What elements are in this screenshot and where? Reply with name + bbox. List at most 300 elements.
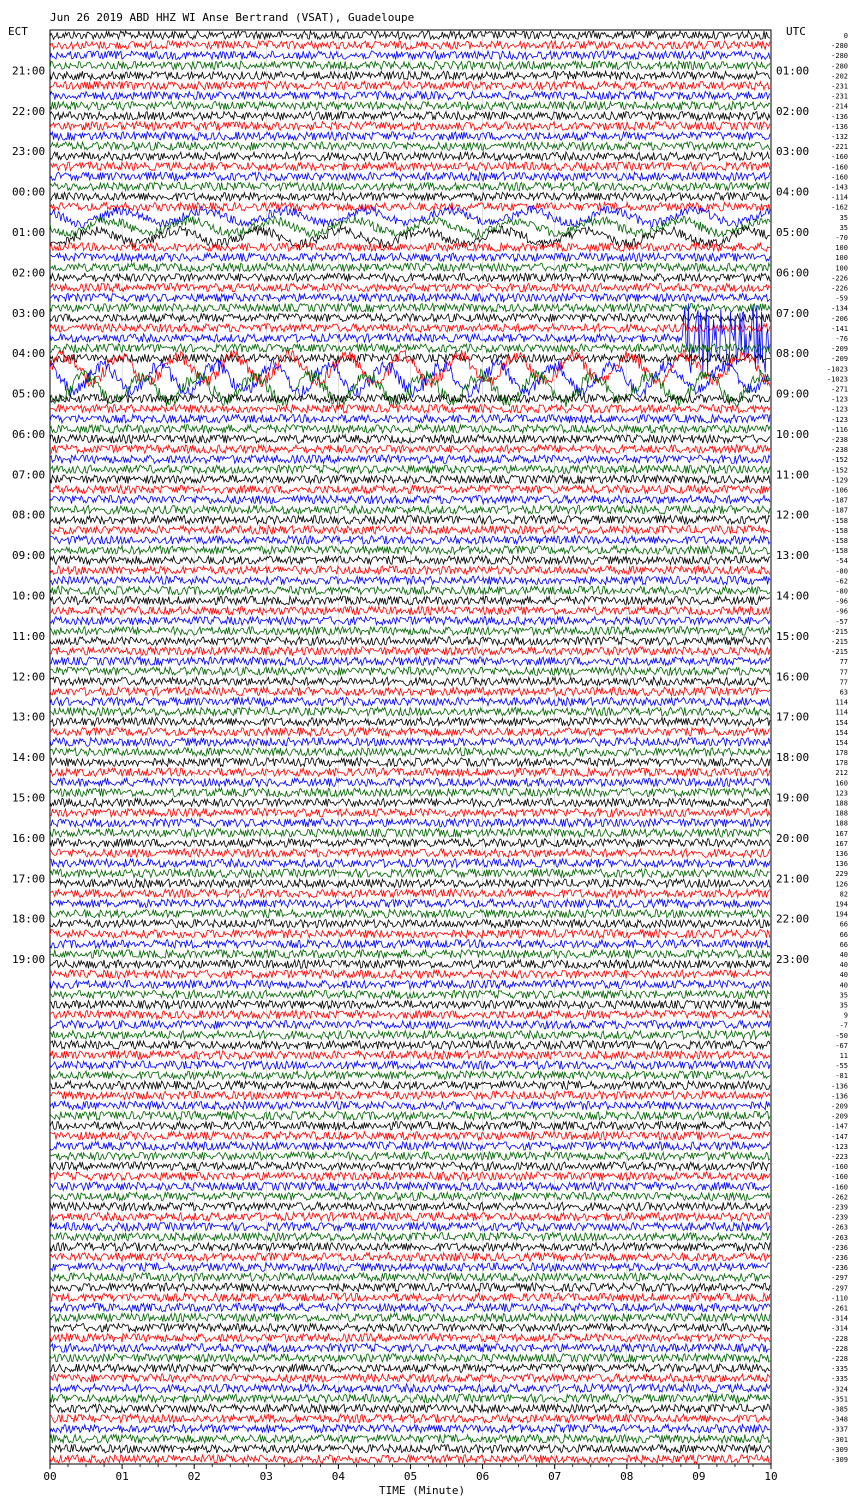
trace-offset-label: 178: [835, 759, 848, 768]
trace-offset-label: -228: [831, 1344, 848, 1353]
trace-offset-label: -7: [839, 1021, 848, 1030]
trace-row: [50, 102, 770, 111]
trace-row: [50, 627, 770, 636]
trace-row: [50, 526, 770, 534]
trace-offset-label: 188: [835, 819, 848, 828]
left-hour-label: 09:00: [12, 549, 46, 563]
trace-row: [50, 808, 770, 817]
trace-offset-label: -187: [831, 496, 848, 505]
trace-row: [50, 1364, 770, 1373]
trace-row: [50, 859, 770, 868]
trace-row: [50, 61, 770, 70]
trace-row: [50, 930, 770, 939]
trace-offset-label: -238: [831, 446, 848, 455]
trace-row: [50, 112, 770, 121]
trace-row: [50, 51, 770, 60]
trace-offset-label: -123: [831, 405, 848, 414]
trace-offset-label: -215: [831, 648, 848, 657]
left-hour-labels: [12, 64, 45, 966]
right-hour-label: 11:00: [776, 468, 810, 482]
left-hour-label: 04:00: [12, 347, 46, 361]
trace-offset-label: 66: [839, 940, 848, 949]
left-hour-label: 21:00: [12, 64, 46, 78]
trace-offset-label: -132: [831, 133, 848, 142]
trace-offset-label: 160: [835, 779, 848, 788]
left-hour-label: 11:00: [12, 629, 46, 643]
seismic-traces: [50, 31, 770, 1463]
trace-offset-label: 82: [839, 890, 848, 899]
trace-offset-label: -215: [831, 627, 848, 636]
trace-offset-label: -96: [835, 597, 848, 606]
trace-offset-label: -136: [831, 112, 848, 121]
trace-offset-label: -236: [831, 1243, 848, 1252]
trace-row: [50, 1374, 770, 1383]
x-tick-label: 07: [548, 1470, 562, 1483]
trace-row: [50, 1354, 770, 1362]
trace-row: [50, 91, 770, 100]
trace-row: [50, 768, 770, 777]
left-hour-label: 05:00: [12, 387, 46, 401]
trace-offset-label: 229: [835, 870, 848, 879]
trace-offset-label: -314: [831, 1314, 848, 1323]
trace-row: [50, 546, 770, 555]
trace-offset-label: 40: [839, 961, 848, 970]
trace-row: [50, 748, 770, 757]
right-hour-label: 06:00: [776, 266, 810, 280]
trace-offset-label: -271: [831, 385, 848, 394]
left-timezone-label: ECT: [8, 25, 28, 38]
trace-row: [50, 1051, 770, 1059]
left-hour-label: 23:00: [12, 145, 46, 159]
trace-offset-label: 35: [839, 223, 848, 232]
trace-offset-label: -348: [831, 1415, 848, 1424]
trace-row: [50, 1081, 770, 1089]
trace-offset-label: 167: [835, 839, 848, 848]
trace-offset-label: -335: [831, 1365, 848, 1374]
trace-offset-label: -136: [831, 1082, 848, 1091]
trace-row: [50, 132, 770, 140]
trace-offset-label: 77: [839, 678, 848, 687]
right-hour-label: 13:00: [776, 549, 810, 563]
trace-row: [50, 182, 770, 191]
trace-offset-label: 194: [835, 910, 848, 919]
trace-offset-label: 188: [835, 799, 848, 808]
trace-offset-label: -263: [831, 1233, 848, 1242]
right-hour-label: 05:00: [776, 225, 810, 239]
trace-offset-label: 136: [835, 860, 848, 869]
trace-offset-label: -160: [831, 163, 848, 172]
trace-offset-label: -209: [831, 1112, 848, 1121]
trace-row: [50, 1031, 770, 1040]
trace-offset-label: -231: [831, 82, 848, 91]
trace-row: [50, 415, 770, 423]
trace-offset-label: 194: [835, 900, 848, 909]
trace-offset-label: -158: [831, 536, 848, 545]
trace-row: [50, 435, 770, 443]
trace-row: [50, 41, 770, 50]
trace-offset-label: -160: [831, 1163, 848, 1172]
right-hour-label: 21:00: [776, 872, 810, 886]
x-axis: [43, 1464, 777, 1483]
trace-row: [50, 142, 770, 150]
trace-row: [50, 788, 770, 797]
trace-row: [50, 203, 770, 212]
trace-offset-label: -67: [835, 1041, 848, 1050]
trace-offset-label: -129: [831, 476, 848, 485]
trace-row: [50, 152, 770, 161]
trace-row: [50, 1445, 770, 1454]
right-hour-label: 18:00: [776, 751, 810, 765]
trace-offset-label: 66: [839, 920, 848, 929]
trace-offset-label: -223: [831, 1152, 848, 1161]
trace-row: [50, 869, 770, 878]
trace-offset-label: 188: [835, 809, 848, 818]
trace-offset-label: -123: [831, 1142, 848, 1151]
trace-row: [50, 758, 770, 767]
trace-offset-label: -215: [831, 637, 848, 646]
trace-offset-label: -262: [831, 1193, 848, 1202]
trace-row: [50, 960, 770, 969]
left-hour-label: 12:00: [12, 670, 46, 684]
trace-offset-label: -236: [831, 1264, 848, 1273]
x-tick-label: 01: [115, 1470, 129, 1483]
trace-offset-label: -162: [831, 203, 848, 212]
trace-offset-label: -337: [831, 1425, 848, 1434]
trace-offset-label: -59: [835, 294, 848, 303]
trace-row: [50, 31, 770, 40]
trace-row: [50, 1404, 770, 1413]
trace-row: [50, 1334, 770, 1343]
left-hour-label: 17:00: [12, 872, 46, 886]
right-hour-label: 17:00: [776, 710, 810, 724]
trace-row: [50, 1172, 770, 1181]
trace-offset-label: 9: [843, 1011, 848, 1020]
trace-row: [50, 81, 770, 90]
trace-row: [50, 697, 770, 706]
trace-offset-label: -136: [831, 1092, 848, 1101]
trace-offset-label: 178: [835, 749, 848, 758]
trace-offset-label: 40: [839, 951, 848, 960]
right-hour-label: 15:00: [776, 629, 810, 643]
trace-row: [50, 849, 770, 858]
trace-row: [50, 1122, 770, 1130]
trace-row: [50, 243, 770, 252]
trace-row: [50, 1132, 770, 1140]
trace-row: [50, 1111, 770, 1119]
trace-offset-label: -80: [835, 587, 848, 596]
trace-offset-label: 35: [839, 1001, 848, 1010]
trace-row: [50, 273, 770, 281]
trace-offset-label: 167: [835, 829, 848, 838]
trace-row: [50, 536, 770, 545]
trace-row: [50, 1071, 770, 1079]
trace-row: [50, 1182, 770, 1190]
trace-offset-label: 77: [839, 658, 848, 667]
trace-offset-label: -206: [831, 314, 848, 323]
trace-offset-label: -158: [831, 516, 848, 525]
trace-row: [50, 1313, 770, 1322]
trace-row: [50, 970, 770, 979]
trace-row: [50, 596, 770, 605]
trace-row: [50, 354, 770, 362]
trace-offset-label: -160: [831, 1173, 848, 1182]
trace-offset-label: -158: [831, 547, 848, 556]
trace-offset-label: -123: [831, 415, 848, 424]
trace-offset-label: 154: [835, 718, 848, 727]
left-hour-label: 16:00: [12, 831, 46, 845]
trace-offset-label: -239: [831, 1203, 848, 1212]
trace-row: [50, 879, 770, 888]
trace-row: [50, 1010, 770, 1018]
trace-offset-label: -309: [831, 1455, 848, 1464]
trace-offset-label: 123: [835, 789, 848, 798]
trace-offset-label: -57: [835, 617, 848, 626]
trace-offset-label: -147: [831, 1122, 848, 1131]
trace-row: [50, 1162, 770, 1170]
trace-offset-label: -147: [831, 1132, 848, 1141]
trace-row: [50, 1202, 770, 1210]
trace-offset-label: -143: [831, 183, 848, 192]
x-tick-label: 00: [43, 1470, 57, 1483]
left-hour-label: 06:00: [12, 427, 46, 441]
trace-offset-label: 40: [839, 971, 848, 980]
x-tick-label: 03: [259, 1470, 273, 1483]
left-hour-label: 02:00: [12, 266, 46, 280]
trace-offset-label: -76: [835, 335, 848, 344]
trace-row: [50, 405, 770, 413]
trace-row: [50, 1303, 770, 1312]
trace-offset-label: -314: [831, 1324, 848, 1333]
trace-offset-label: -160: [831, 173, 848, 182]
trace-offset-label: -301: [831, 1435, 848, 1444]
right-hour-label: 12:00: [776, 508, 810, 522]
right-timezone-label: UTC: [786, 25, 806, 38]
trace-row: [50, 1222, 770, 1231]
trace-row: [50, 445, 770, 453]
trace-offset-label: -226: [831, 284, 848, 293]
trace-offset-label: 40: [839, 981, 848, 990]
trace-row: [50, 829, 770, 837]
trace-offset-label: 63: [839, 688, 848, 697]
trace-row: [50, 1061, 770, 1069]
trace-offset-label: 154: [835, 728, 848, 737]
right-hour-label: 10:00: [776, 427, 810, 441]
left-hour-label: 18:00: [12, 912, 46, 926]
trace-row: [50, 1344, 770, 1353]
trace-row: [50, 798, 770, 806]
trace-row: [50, 707, 770, 716]
trace-offset-label: -1023: [826, 365, 848, 374]
trace-row: [50, 1000, 770, 1008]
left-hour-label: 22:00: [12, 104, 46, 118]
trace-row: [50, 475, 770, 484]
trace-row: [50, 1041, 770, 1049]
trace-offset-label: 0: [843, 32, 848, 41]
trace-offset-label: -228: [831, 1354, 848, 1363]
trace-row: [50, 920, 770, 928]
x-tick-label: 06: [475, 1470, 490, 1483]
trace-offset-label: 35: [839, 991, 848, 1000]
trace-row: [50, 778, 770, 787]
trace-row: [50, 718, 770, 727]
trace-row: [50, 990, 770, 999]
x-tick-label: 05: [403, 1470, 418, 1483]
trace-row: [50, 980, 770, 989]
trace-row: [50, 839, 770, 847]
trace-offset-label: -187: [831, 506, 848, 515]
trace-row: [50, 1435, 770, 1444]
x-tick-label: 09: [692, 1470, 706, 1483]
trace-offset-label: -228: [831, 1334, 848, 1343]
trace-row: [50, 576, 770, 585]
chart-title: Jun 26 2019 ABD HHZ WI Anse Bertrand (VSAT), Guadeloupe: [50, 11, 415, 24]
trace-row: [50, 728, 770, 737]
trace-offset-label: -280: [831, 42, 848, 51]
trace-row: [50, 516, 770, 525]
trace-offset-label: -106: [831, 486, 848, 495]
trace-row: [50, 586, 770, 595]
trace-row: [50, 1384, 770, 1393]
trace-offset-label: 136: [835, 850, 848, 859]
trace-offset-label: -297: [831, 1274, 848, 1283]
trace-row: [50, 1233, 770, 1242]
trace-offset-label: -309: [831, 1445, 848, 1454]
trace-row: [50, 1152, 770, 1160]
left-hour-label: 15:00: [12, 791, 46, 805]
trace-offset-label: -239: [831, 1213, 848, 1222]
trace-offset-label: -116: [831, 425, 848, 434]
trace-offset-label: 100: [835, 254, 848, 263]
trace-row: [50, 172, 770, 181]
trace-row: [50, 1021, 770, 1029]
left-hour-label: 19:00: [12, 953, 46, 967]
trace-offset-label: -1023: [826, 375, 848, 384]
trace-offset-label: -62: [835, 577, 848, 586]
trace-row: [50, 324, 770, 332]
right-hour-label: 16:00: [776, 670, 810, 684]
trace-offset-label: 212: [835, 769, 848, 778]
trace-row: [50, 950, 770, 959]
trace-offset-label: -351: [831, 1395, 848, 1404]
trace-row: [50, 192, 770, 201]
trace-offset-label: -70: [835, 234, 848, 243]
trace-offset-label: -134: [831, 304, 848, 313]
trace-row: [50, 344, 770, 352]
trace-offset-label: -209: [831, 355, 848, 364]
trace-offset-label: -152: [831, 466, 848, 475]
trace-offset-label: -280: [831, 52, 848, 61]
trace-offset-label: -231: [831, 92, 848, 101]
trace-row: [50, 1414, 770, 1423]
trace-offset-label: -226: [831, 274, 848, 283]
trace-offset-label: -110: [831, 1294, 848, 1303]
trace-offset-label: -160: [831, 153, 848, 162]
trace-offset-labels: [827, 32, 848, 1464]
trace-offset-label: -209: [831, 1102, 848, 1111]
right-hour-label: 09:00: [776, 387, 810, 401]
right-hour-label: 19:00: [776, 791, 810, 805]
left-hour-label: 01:00: [12, 225, 46, 239]
trace-offset-label: -236: [831, 1253, 848, 1262]
trace-offset-label: -261: [831, 1304, 848, 1313]
trace-offset-label: -123: [831, 395, 848, 404]
trace-row: [50, 1283, 770, 1292]
trace-offset-label: 126: [835, 880, 848, 889]
trace-row: [50, 506, 770, 514]
trace-offset-label: -55: [835, 1062, 848, 1071]
x-tick-label: 10: [764, 1470, 778, 1483]
trace-row: [50, 293, 770, 301]
trace-row: [50, 1394, 770, 1403]
trace-row: [50, 819, 770, 828]
trace-row: [50, 1091, 770, 1099]
trace-offset-label: -158: [831, 526, 848, 535]
trace-row: [50, 677, 770, 686]
left-hour-label: 03:00: [12, 306, 46, 320]
trace-row: [50, 495, 770, 503]
trace-offset-label: 11: [839, 1052, 848, 1061]
trace-offset-label: -280: [831, 62, 848, 71]
trace-row: [50, 1455, 770, 1464]
trace-offset-label: 66: [839, 930, 848, 939]
left-hour-label: 10:00: [12, 589, 46, 603]
trace-row: [50, 304, 770, 312]
trace-row: [50, 425, 770, 433]
trace-offset-label: 114: [835, 698, 848, 707]
trace-offset-label: -136: [831, 122, 848, 131]
left-hour-label: 13:00: [12, 710, 46, 724]
trace-offset-label: -114: [831, 193, 848, 202]
trace-row: [50, 1142, 770, 1150]
trace-row: [50, 566, 770, 575]
trace-offset-label: -141: [831, 324, 848, 333]
trace-offset-label: -80: [835, 567, 848, 576]
trace-offset-label: 114: [835, 708, 848, 717]
trace-offset-label: -152: [831, 456, 848, 465]
right-hour-label: 22:00: [776, 912, 810, 926]
trace-row: [50, 455, 770, 463]
x-tick-label: 04: [331, 1470, 346, 1483]
left-hour-label: 07:00: [12, 468, 46, 482]
trace-offset-label: -385: [831, 1405, 848, 1414]
trace-offset-label: -202: [831, 72, 848, 81]
trace-row: [50, 1324, 770, 1332]
trace-offset-label: 77: [839, 668, 848, 677]
right-hour-label: 20:00: [776, 831, 810, 845]
trace-row: [50, 606, 770, 615]
left-hour-label: 00:00: [12, 185, 46, 199]
trace-row: [50, 1263, 770, 1272]
right-hour-label: 02:00: [776, 104, 810, 118]
trace-offset-label: -214: [831, 102, 848, 111]
trace-offset-label: -324: [831, 1385, 848, 1394]
trace-offset-label: -263: [831, 1223, 848, 1232]
trace-row: [50, 1243, 770, 1252]
right-hour-label: 07:00: [776, 306, 810, 320]
trace-row: [50, 637, 770, 646]
trace-offset-label: 100: [835, 264, 848, 273]
trace-row: [50, 303, 770, 373]
trace-row: [50, 647, 770, 656]
x-axis-label: TIME (Minute): [379, 1484, 466, 1497]
trace-row: [50, 909, 770, 918]
trace-row: [50, 738, 770, 747]
trace-row: [50, 1101, 770, 1109]
trace-row: [50, 465, 770, 474]
trace-offset-label: -81: [835, 1072, 848, 1081]
trace-offset-label: -209: [831, 345, 848, 354]
trace-offset-label: -160: [831, 1183, 848, 1192]
